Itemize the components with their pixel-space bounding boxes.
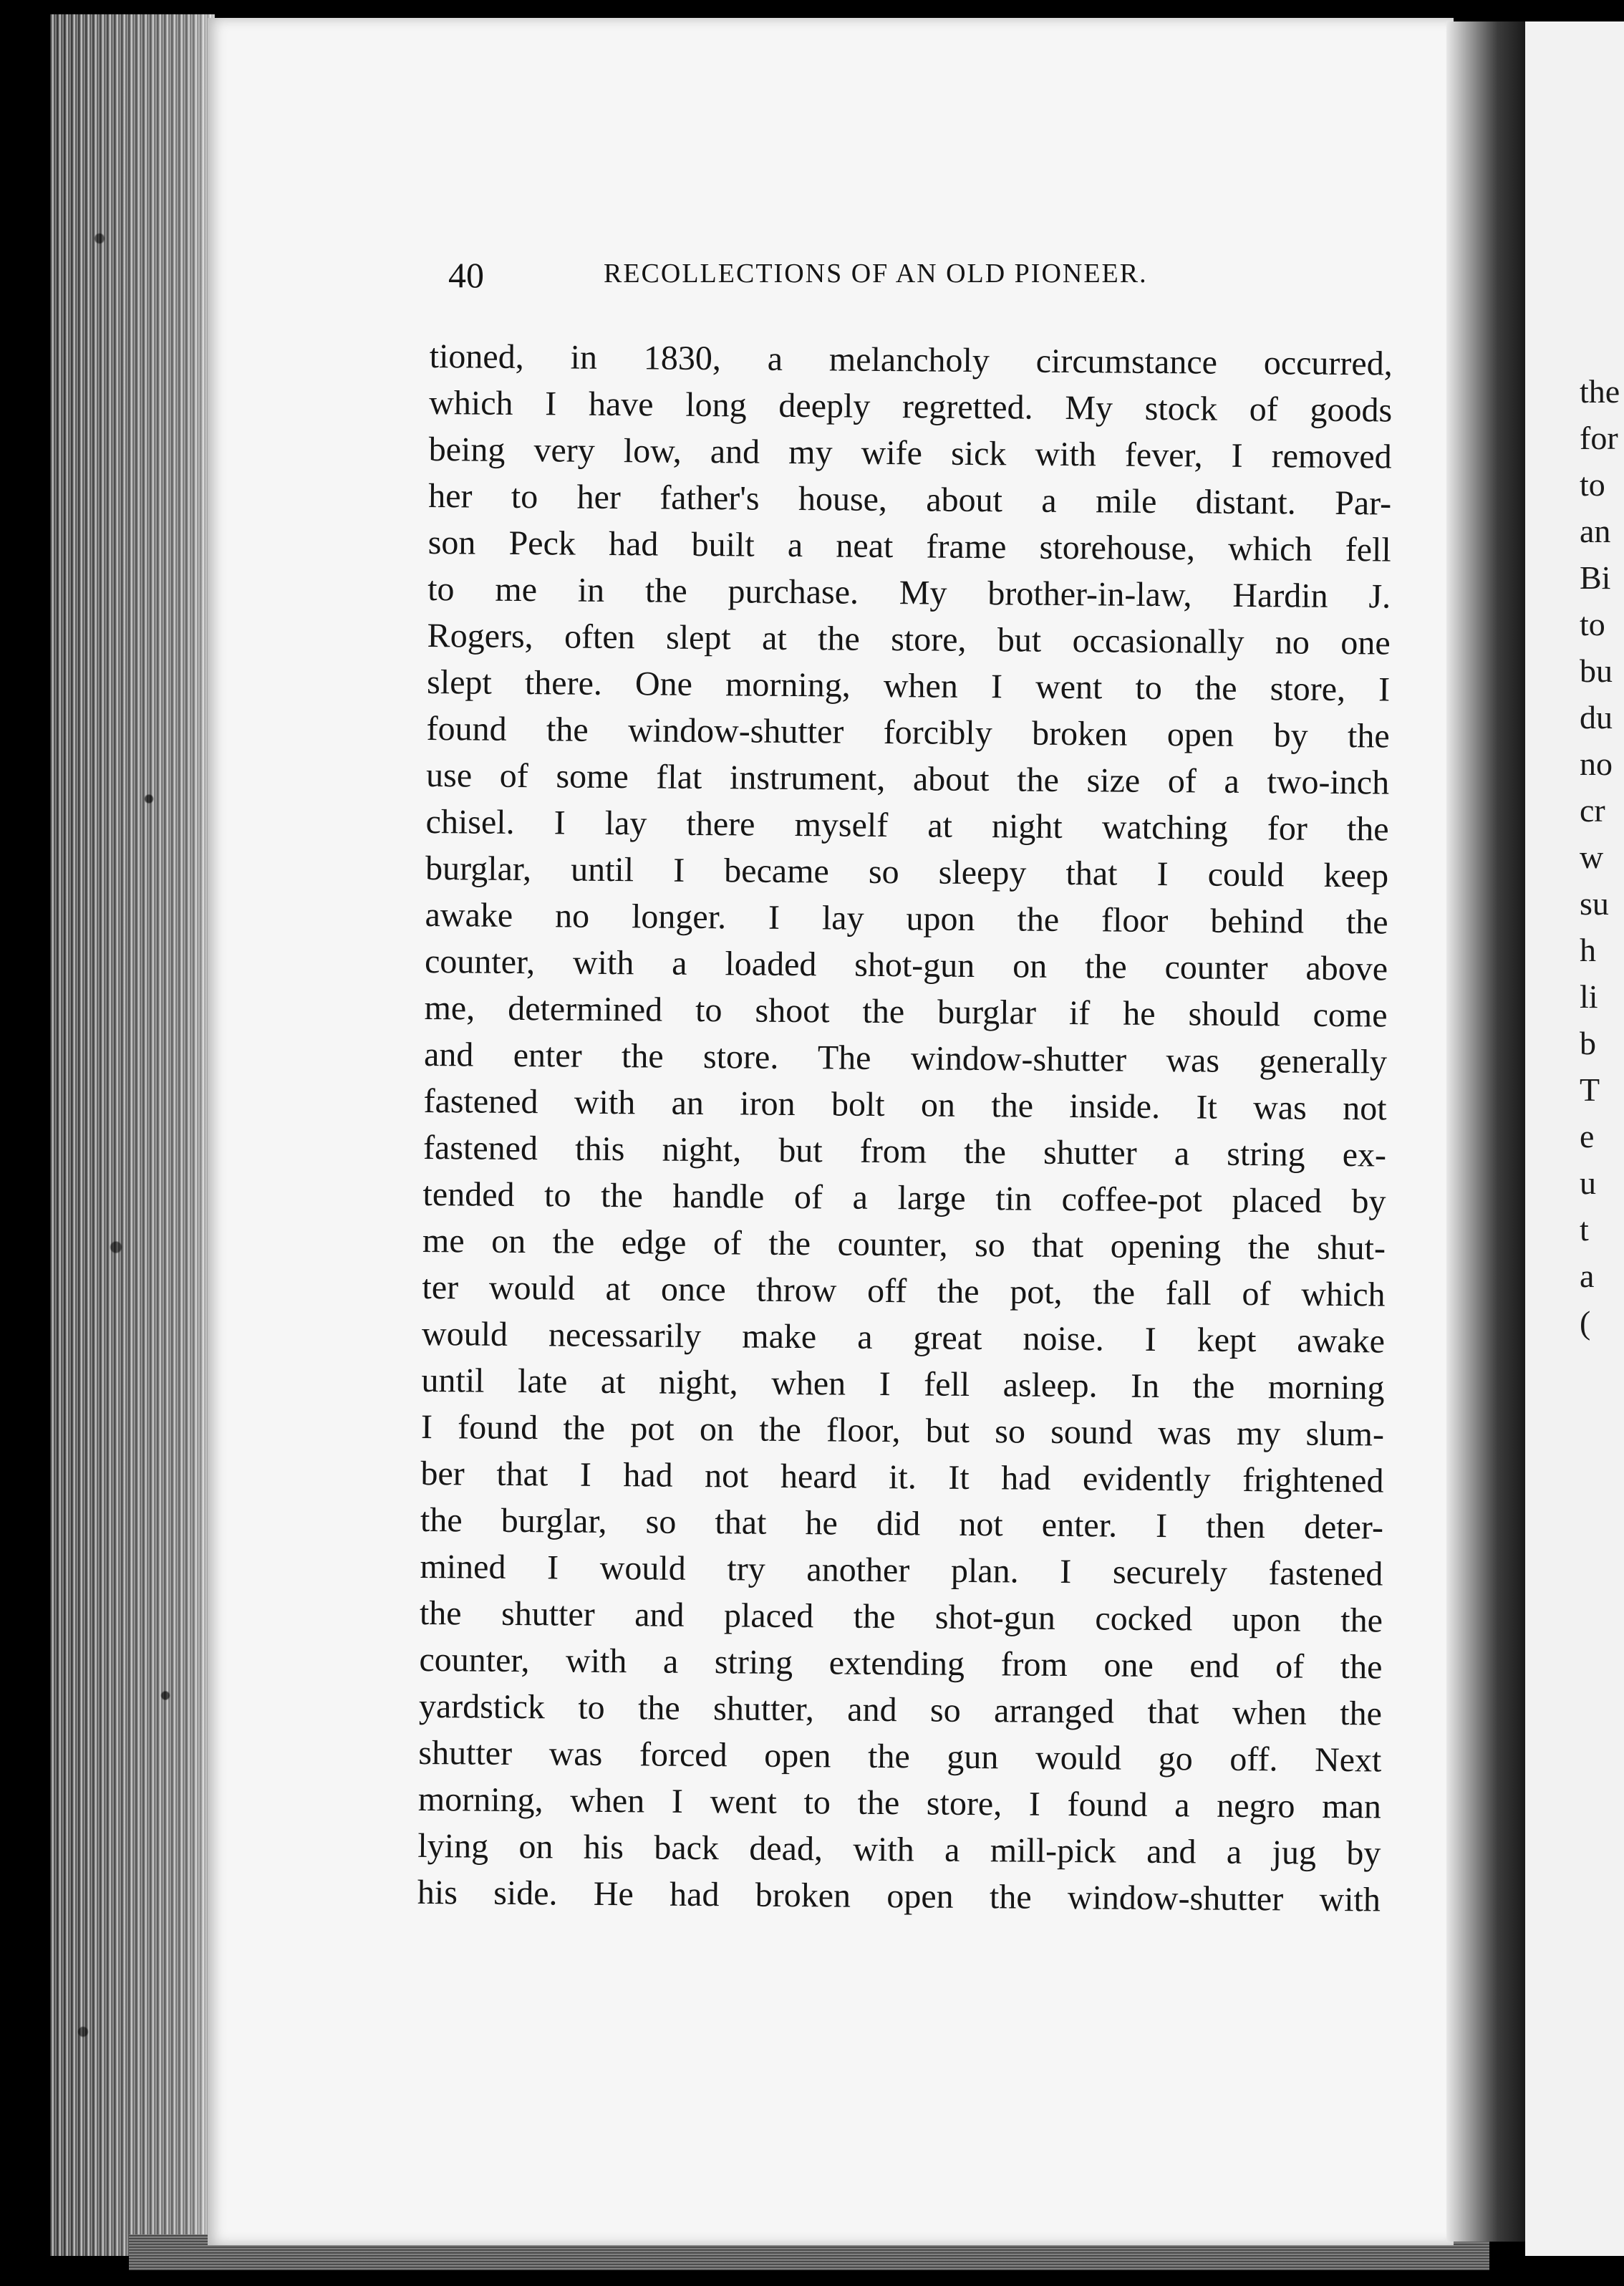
text-line: his side. He had broken open the window-shutter with <box>417 1873 1381 1919</box>
text-line: until late at night, when I fell asleep. In the morning <box>421 1361 1385 1407</box>
text-line: use of some flat instrument, about the size of a two-inch <box>425 756 1390 802</box>
running-title: RECOLLECTIONS OF AN OLD PIONEER. <box>604 259 1148 289</box>
text-line: fastened this night, but from the shutter a string ex- <box>422 1128 1387 1175</box>
text-line: ter would at once throw off the pot, the fall of which <box>422 1268 1386 1314</box>
text-line: yardstick to the shutter, and so arranged that when the <box>418 1687 1383 1733</box>
facing-page-fragment: w <box>1580 839 1604 875</box>
facing-page-fragment: an <box>1580 513 1611 549</box>
facing-page-fragment: Bi <box>1580 559 1611 596</box>
facing-page <box>1525 21 1624 2256</box>
facing-page-fragment: e <box>1580 1118 1595 1154</box>
facing-page-fragment: cr <box>1580 792 1605 829</box>
text-line: found the window-shutter forcibly broken open by the <box>426 709 1390 756</box>
text-line: fastened with an iron bolt on the inside. It was not <box>423 1081 1387 1128</box>
facing-page-fragment: ( <box>1580 1304 1591 1341</box>
facing-page-fragment: su <box>1580 885 1609 922</box>
facing-page-fragment: a <box>1580 1258 1595 1294</box>
facing-page-fragment: bu <box>1580 652 1613 689</box>
text-line: tioned, in 1830, a melancholy circumstance occurred, <box>429 337 1393 383</box>
text-line: awake no longer. I lay upon the floor behind the <box>425 895 1388 942</box>
text-line: burglar, until I became so sleepy that I could keep <box>425 849 1389 895</box>
book-gutter <box>1446 21 1525 2242</box>
facing-page-fragment: no <box>1580 746 1613 782</box>
facing-page-fragment: h <box>1580 932 1596 968</box>
facing-page-fragment: du <box>1580 699 1613 736</box>
text-line: slept there. One morning, when I went to the store, I <box>426 662 1391 709</box>
text-line: tended to the handle of a large tin coffee-pot placed by <box>422 1175 1386 1221</box>
facing-page-fragment: to <box>1580 466 1605 503</box>
text-line: son Peck had built a neat frame storehouse, which fell <box>427 523 1391 569</box>
text-line: I found the pot on the floor, but so sound was my slum- <box>420 1407 1385 1454</box>
text-line: lying on his back dead, with a mill-pick and a jug by <box>417 1826 1381 1873</box>
running-head <box>448 254 1250 297</box>
facing-page-fragment: li <box>1580 978 1598 1015</box>
text-line: to me in the purchase. My brother-in-law, Hardin J. <box>427 569 1391 616</box>
page-edge-stack <box>50 14 215 2256</box>
facing-page-fragment: u <box>1580 1164 1596 1201</box>
facing-page-fragment: t <box>1580 1211 1589 1248</box>
text-line: which I have long deeply regretted. My stock of goods <box>429 383 1393 430</box>
text-line: shutter was forced open the gun would go off. Next <box>418 1733 1382 1780</box>
text-line: chisel. I lay there myself at night watching for the <box>425 802 1389 849</box>
text-line: and enter the store. The window-shutter was generally <box>423 1035 1388 1081</box>
text-line: her to her father's house, about a mile distant. Par- <box>428 476 1392 523</box>
text-line: counter, with a string extending from one end of the <box>419 1640 1383 1687</box>
text-line: being very low, and my wife sick with fever, I removed <box>428 430 1392 476</box>
page-number: 40 <box>448 255 484 295</box>
facing-page-fragment: b <box>1580 1025 1596 1061</box>
text-line: would necessarily make a great noise. I kept awake <box>421 1314 1386 1361</box>
facing-page-fragment: the <box>1580 373 1620 410</box>
text-line: me, determined to shoot the burglar if he should come <box>424 988 1388 1035</box>
text-line: morning, when I went to the store, I found a negro man <box>417 1780 1382 1826</box>
facing-page-fragment: to <box>1580 606 1605 642</box>
text-line: the shutter and placed the shot-gun cocked upon the <box>419 1593 1383 1640</box>
text-line: the burglar, so that he did not enter. I then deter- <box>420 1500 1384 1547</box>
text-line: ber that I had not heard it. It had evidently frightened <box>420 1454 1384 1500</box>
text-line: me on the edge of the counter, so that opening the shut- <box>422 1221 1386 1268</box>
facing-page-fragment: for <box>1580 420 1618 456</box>
text-line: counter, with a loaded shot-gun on the counter above <box>424 942 1388 988</box>
body-text <box>417 333 1393 1923</box>
facing-page-fragment: T <box>1580 1071 1600 1108</box>
text-line: mined I would try another plan. I securely fastened <box>420 1547 1383 1593</box>
text-line: Rogers, often slept at the store, but occasionally no one <box>427 616 1391 662</box>
